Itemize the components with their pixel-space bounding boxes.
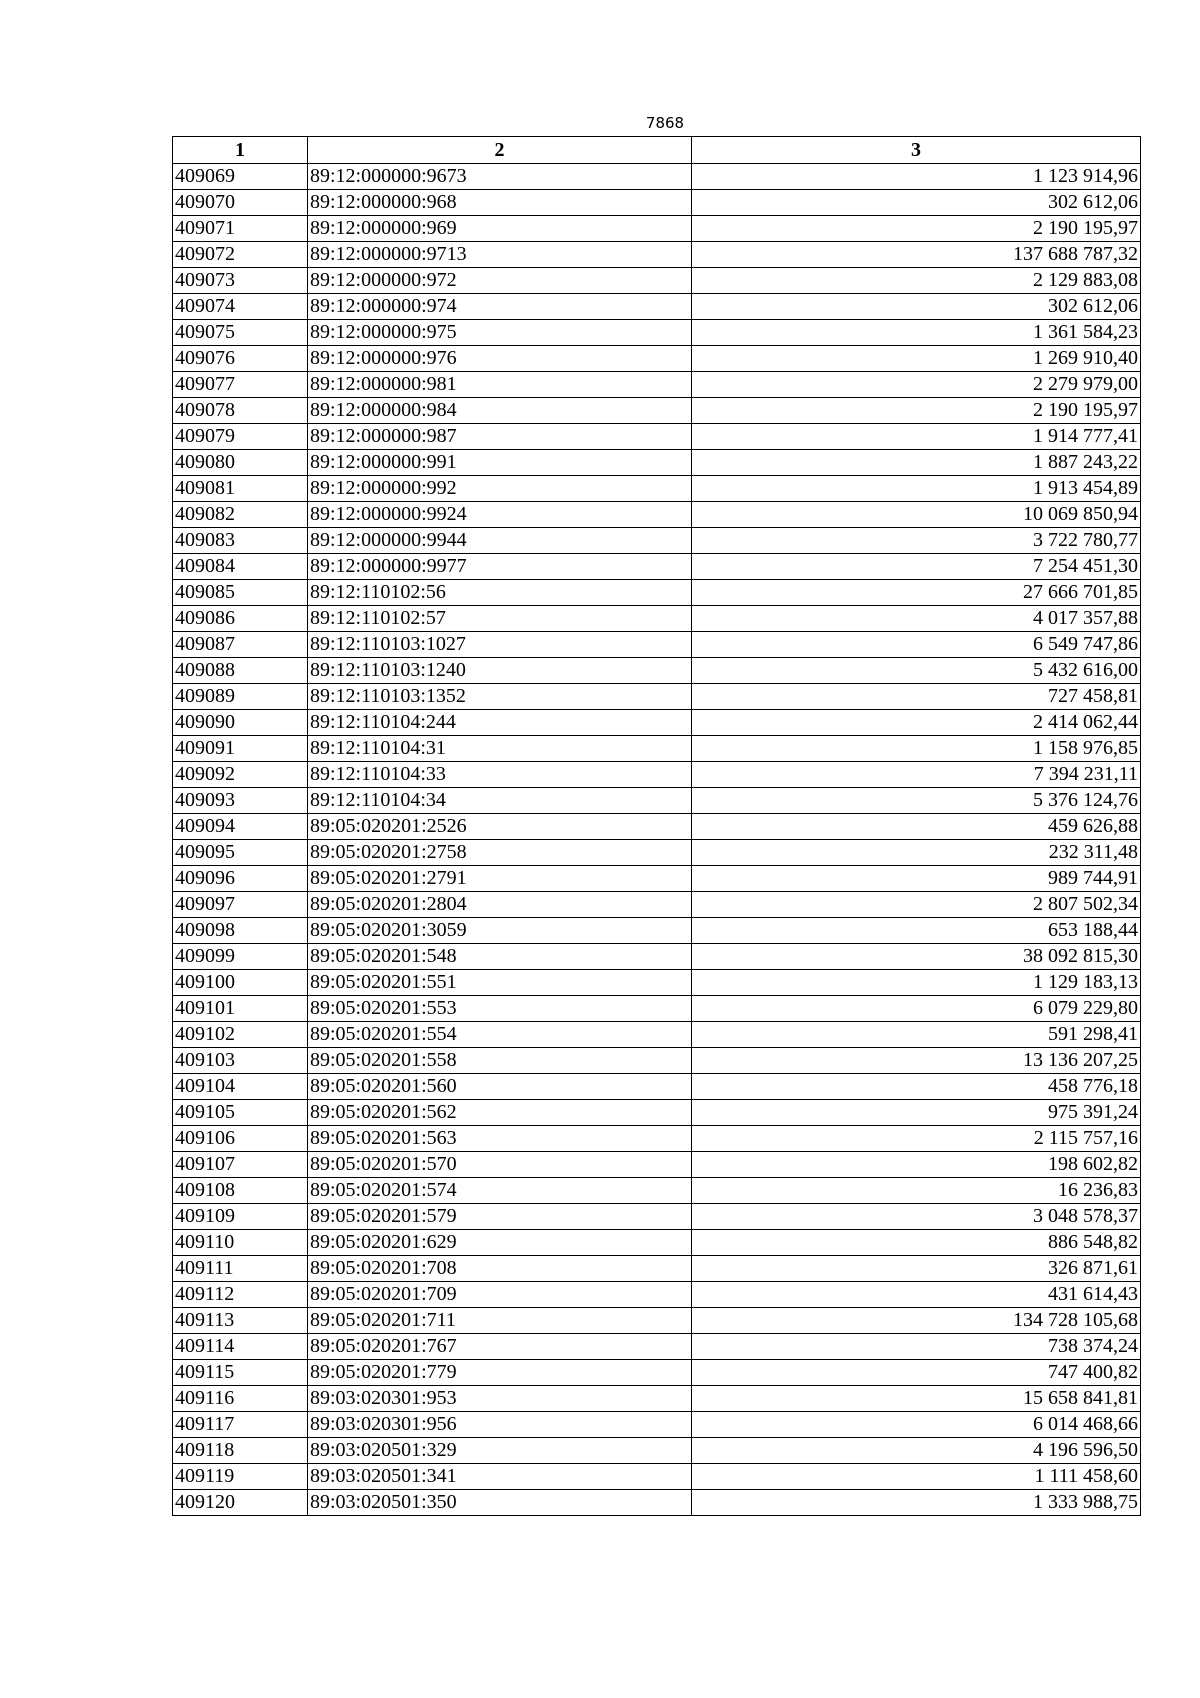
table-body xyxy=(173,164,1141,1516)
table-row xyxy=(173,996,1141,1022)
table-row xyxy=(173,346,1141,372)
cadastral-value-cell: 7 254 451,30 xyxy=(692,554,1141,580)
row-number-cell: 409083 xyxy=(173,528,308,554)
cadastral-value-cell: 653 188,44 xyxy=(692,918,1141,944)
cadastral-value-cell: 134 728 105,68 xyxy=(692,1308,1141,1334)
table-row xyxy=(173,606,1141,632)
cadastral-value-cell: 3 722 780,77 xyxy=(692,528,1141,554)
table-row xyxy=(173,1152,1141,1178)
table-row xyxy=(173,710,1141,736)
table-row xyxy=(173,242,1141,268)
page-number: 7868 xyxy=(645,114,685,132)
row-number-cell: 409095 xyxy=(173,840,308,866)
cadastral-number-cell: 89:05:020201:579 xyxy=(308,1204,692,1230)
table-row xyxy=(173,1308,1141,1334)
cadastral-value-cell: 232 311,48 xyxy=(692,840,1141,866)
cadastral-value-cell: 1 123 914,96 xyxy=(692,164,1141,190)
cadastral-number-cell: 89:12:110102:56 xyxy=(308,580,692,606)
row-number-cell: 409078 xyxy=(173,398,308,424)
table-row xyxy=(173,1490,1141,1516)
cadastral-value-cell: 431 614,43 xyxy=(692,1282,1141,1308)
row-number-cell: 409090 xyxy=(173,710,308,736)
cadastral-number-cell: 89:12:000000:969 xyxy=(308,216,692,242)
cadastral-number-cell: 89:05:020201:554 xyxy=(308,1022,692,1048)
column-header-2: 2 xyxy=(308,137,692,164)
cadastral-number-cell: 89:05:020201:2526 xyxy=(308,814,692,840)
cadastral-value-cell: 2 279 979,00 xyxy=(692,372,1141,398)
table-row xyxy=(173,1074,1141,1100)
cadastral-value-cell: 459 626,88 xyxy=(692,814,1141,840)
cadastral-number-cell: 89:12:000000:984 xyxy=(308,398,692,424)
cadastral-number-cell: 89:12:000000:987 xyxy=(308,424,692,450)
row-number-cell: 409116 xyxy=(173,1386,308,1412)
row-number-cell: 409086 xyxy=(173,606,308,632)
cadastral-value-cell: 10 069 850,94 xyxy=(692,502,1141,528)
row-number-cell: 409073 xyxy=(173,268,308,294)
table-row xyxy=(173,1126,1141,1152)
cadastral-value-cell: 5 432 616,00 xyxy=(692,658,1141,684)
row-number-cell: 409113 xyxy=(173,1308,308,1334)
cadastral-number-cell: 89:03:020501:329 xyxy=(308,1438,692,1464)
table-row xyxy=(173,554,1141,580)
table-row xyxy=(173,164,1141,190)
row-number-cell: 409102 xyxy=(173,1022,308,1048)
cadastral-number-cell: 89:05:020201:708 xyxy=(308,1256,692,1282)
row-number-cell: 409110 xyxy=(173,1230,308,1256)
table-row xyxy=(173,1438,1141,1464)
column-header-1: 1 xyxy=(173,137,308,164)
cadastral-value-cell: 1 333 988,75 xyxy=(692,1490,1141,1516)
cadastral-value-cell: 1 111 458,60 xyxy=(692,1464,1141,1490)
table-row xyxy=(173,398,1141,424)
table-row xyxy=(173,658,1141,684)
cadastral-value-cell: 7 394 231,11 xyxy=(692,762,1141,788)
table-row xyxy=(173,762,1141,788)
cadastral-value-cell: 1 129 183,13 xyxy=(692,970,1141,996)
cadastral-number-cell: 89:12:000000:9977 xyxy=(308,554,692,580)
row-number-cell: 409093 xyxy=(173,788,308,814)
cadastral-number-cell: 89:12:000000:9944 xyxy=(308,528,692,554)
cadastral-number-cell: 89:05:020201:558 xyxy=(308,1048,692,1074)
cadastral-number-cell: 89:03:020501:350 xyxy=(308,1490,692,1516)
cadastral-number-cell: 89:03:020301:953 xyxy=(308,1386,692,1412)
table-row xyxy=(173,814,1141,840)
row-number-cell: 409103 xyxy=(173,1048,308,1074)
cadastral-number-cell: 89:05:020201:562 xyxy=(308,1100,692,1126)
row-number-cell: 409085 xyxy=(173,580,308,606)
cadastral-number-cell: 89:12:000000:9924 xyxy=(308,502,692,528)
cadastral-number-cell: 89:05:020201:548 xyxy=(308,944,692,970)
table-row xyxy=(173,450,1141,476)
cadastral-number-cell: 89:05:020201:563 xyxy=(308,1126,692,1152)
row-number-cell: 409097 xyxy=(173,892,308,918)
cadastral-value-cell: 6 549 747,86 xyxy=(692,632,1141,658)
table-row xyxy=(173,632,1141,658)
cadastral-number-cell: 89:12:110103:1240 xyxy=(308,658,692,684)
cadastral-value-cell: 302 612,06 xyxy=(692,294,1141,320)
cadastral-value-cell: 1 158 976,85 xyxy=(692,736,1141,762)
table-row xyxy=(173,1178,1141,1204)
cadastral-value-table xyxy=(172,136,1141,1516)
table-row xyxy=(173,528,1141,554)
cadastral-value-cell: 1 269 910,40 xyxy=(692,346,1141,372)
cadastral-number-cell: 89:05:020201:629 xyxy=(308,1230,692,1256)
table-row xyxy=(173,1204,1141,1230)
cadastral-number-cell: 89:12:110103:1027 xyxy=(308,632,692,658)
cadastral-value-cell: 2 190 195,97 xyxy=(692,398,1141,424)
row-number-cell: 409115 xyxy=(173,1360,308,1386)
row-number-cell: 409105 xyxy=(173,1100,308,1126)
cadastral-number-cell: 89:05:020201:553 xyxy=(308,996,692,1022)
row-number-cell: 409108 xyxy=(173,1178,308,1204)
table-row xyxy=(173,970,1141,996)
cadastral-number-cell: 89:12:110104:31 xyxy=(308,736,692,762)
row-number-cell: 409099 xyxy=(173,944,308,970)
table-row xyxy=(173,1386,1141,1412)
cadastral-number-cell: 89:03:020501:341 xyxy=(308,1464,692,1490)
cadastral-number-cell: 89:05:020201:574 xyxy=(308,1178,692,1204)
cadastral-value-cell: 2 115 757,16 xyxy=(692,1126,1141,1152)
row-number-cell: 409107 xyxy=(173,1152,308,1178)
row-number-cell: 409075 xyxy=(173,320,308,346)
cadastral-value-cell: 3 048 578,37 xyxy=(692,1204,1141,1230)
row-number-cell: 409091 xyxy=(173,736,308,762)
cadastral-number-cell: 89:12:000000:992 xyxy=(308,476,692,502)
table-header-row xyxy=(173,137,1141,164)
row-number-cell: 409089 xyxy=(173,684,308,710)
cadastral-value-cell: 6 079 229,80 xyxy=(692,996,1141,1022)
table-row xyxy=(173,1412,1141,1438)
table-row xyxy=(173,190,1141,216)
table-row xyxy=(173,294,1141,320)
cadastral-value-cell: 738 374,24 xyxy=(692,1334,1141,1360)
row-number-cell: 409111 xyxy=(173,1256,308,1282)
cadastral-value-cell: 4 017 357,88 xyxy=(692,606,1141,632)
cadastral-value-cell: 137 688 787,32 xyxy=(692,242,1141,268)
row-number-cell: 409101 xyxy=(173,996,308,1022)
table-row xyxy=(173,320,1141,346)
table-row xyxy=(173,502,1141,528)
table-row xyxy=(173,216,1141,242)
cadastral-value-cell: 591 298,41 xyxy=(692,1022,1141,1048)
table-row xyxy=(173,1464,1141,1490)
row-number-cell: 409084 xyxy=(173,554,308,580)
cadastral-value-cell: 747 400,82 xyxy=(692,1360,1141,1386)
cadastral-number-cell: 89:12:000000:974 xyxy=(308,294,692,320)
cadastral-number-cell: 89:05:020201:3059 xyxy=(308,918,692,944)
table-row xyxy=(173,1230,1141,1256)
cadastral-value-cell: 198 602,82 xyxy=(692,1152,1141,1178)
cadastral-number-cell: 89:12:110104:34 xyxy=(308,788,692,814)
row-number-cell: 409088 xyxy=(173,658,308,684)
row-number-cell: 409120 xyxy=(173,1490,308,1516)
cadastral-number-cell: 89:12:110104:244 xyxy=(308,710,692,736)
cadastral-number-cell: 89:05:020201:570 xyxy=(308,1152,692,1178)
cadastral-number-cell: 89:03:020301:956 xyxy=(308,1412,692,1438)
table-row xyxy=(173,372,1141,398)
table-row xyxy=(173,580,1141,606)
cadastral-value-cell: 2 129 883,08 xyxy=(692,268,1141,294)
row-number-cell: 409087 xyxy=(173,632,308,658)
cadastral-value-cell: 2 807 502,34 xyxy=(692,892,1141,918)
cadastral-number-cell: 89:12:000000:976 xyxy=(308,346,692,372)
table-row xyxy=(173,892,1141,918)
cadastral-number-cell: 89:05:020201:2804 xyxy=(308,892,692,918)
cadastral-value-cell: 1 887 243,22 xyxy=(692,450,1141,476)
cadastral-number-cell: 89:12:000000:9673 xyxy=(308,164,692,190)
table-row xyxy=(173,1256,1141,1282)
cadastral-number-cell: 89:12:000000:972 xyxy=(308,268,692,294)
row-number-cell: 409119 xyxy=(173,1464,308,1490)
table-row xyxy=(173,788,1141,814)
table-row xyxy=(173,476,1141,502)
row-number-cell: 409081 xyxy=(173,476,308,502)
row-number-cell: 409074 xyxy=(173,294,308,320)
row-number-cell: 409104 xyxy=(173,1074,308,1100)
row-number-cell: 409114 xyxy=(173,1334,308,1360)
cadastral-value-cell: 886 548,82 xyxy=(692,1230,1141,1256)
row-number-cell: 409117 xyxy=(173,1412,308,1438)
row-number-cell: 409098 xyxy=(173,918,308,944)
cadastral-value-cell: 2 414 062,44 xyxy=(692,710,1141,736)
row-number-cell: 409118 xyxy=(173,1438,308,1464)
row-number-cell: 409072 xyxy=(173,242,308,268)
cadastral-value-cell: 6 014 468,66 xyxy=(692,1412,1141,1438)
cadastral-value-cell: 15 658 841,81 xyxy=(692,1386,1141,1412)
cadastral-value-cell: 302 612,06 xyxy=(692,190,1141,216)
cadastral-value-cell: 458 776,18 xyxy=(692,1074,1141,1100)
row-number-cell: 409082 xyxy=(173,502,308,528)
cadastral-value-cell: 4 196 596,50 xyxy=(692,1438,1141,1464)
row-number-cell: 409076 xyxy=(173,346,308,372)
row-number-cell: 409080 xyxy=(173,450,308,476)
cadastral-number-cell: 89:05:020201:767 xyxy=(308,1334,692,1360)
cadastral-number-cell: 89:12:110104:33 xyxy=(308,762,692,788)
cadastral-value-cell: 38 092 815,30 xyxy=(692,944,1141,970)
cadastral-value-cell: 2 190 195,97 xyxy=(692,216,1141,242)
cadastral-number-cell: 89:05:020201:711 xyxy=(308,1308,692,1334)
cadastral-value-cell: 27 666 701,85 xyxy=(692,580,1141,606)
column-header-3: 3 xyxy=(692,137,1141,164)
cadastral-value-cell: 989 744,91 xyxy=(692,866,1141,892)
cadastral-number-cell: 89:05:020201:2791 xyxy=(308,866,692,892)
table-row xyxy=(173,1100,1141,1126)
row-number-cell: 409096 xyxy=(173,866,308,892)
cadastral-number-cell: 89:12:000000:991 xyxy=(308,450,692,476)
cadastral-value-cell: 1 913 454,89 xyxy=(692,476,1141,502)
row-number-cell: 409070 xyxy=(173,190,308,216)
table-row xyxy=(173,424,1141,450)
table-row xyxy=(173,866,1141,892)
table-row xyxy=(173,1022,1141,1048)
cadastral-number-cell: 89:05:020201:551 xyxy=(308,970,692,996)
table-row xyxy=(173,1360,1141,1386)
row-number-cell: 409094 xyxy=(173,814,308,840)
cadastral-number-cell: 89:05:020201:709 xyxy=(308,1282,692,1308)
cadastral-number-cell: 89:12:000000:981 xyxy=(308,372,692,398)
cadastral-value-cell: 326 871,61 xyxy=(692,1256,1141,1282)
cadastral-value-cell: 975 391,24 xyxy=(692,1100,1141,1126)
table-row xyxy=(173,684,1141,710)
table-row xyxy=(173,736,1141,762)
cadastral-number-cell: 89:05:020201:779 xyxy=(308,1360,692,1386)
row-number-cell: 409112 xyxy=(173,1282,308,1308)
cadastral-number-cell: 89:12:110103:1352 xyxy=(308,684,692,710)
cadastral-value-cell: 16 236,83 xyxy=(692,1178,1141,1204)
cadastral-value-cell: 727 458,81 xyxy=(692,684,1141,710)
cadastral-value-cell: 5 376 124,76 xyxy=(692,788,1141,814)
cadastral-number-cell: 89:12:000000:9713 xyxy=(308,242,692,268)
cadastral-number-cell: 89:05:020201:2758 xyxy=(308,840,692,866)
row-number-cell: 409071 xyxy=(173,216,308,242)
row-number-cell: 409092 xyxy=(173,762,308,788)
cadastral-value-cell: 13 136 207,25 xyxy=(692,1048,1141,1074)
cadastral-number-cell: 89:12:000000:975 xyxy=(308,320,692,346)
row-number-cell: 409106 xyxy=(173,1126,308,1152)
row-number-cell: 409077 xyxy=(173,372,308,398)
cadastral-value-cell: 1 361 584,23 xyxy=(692,320,1141,346)
row-number-cell: 409079 xyxy=(173,424,308,450)
table-row xyxy=(173,918,1141,944)
cadastral-value-cell: 1 914 777,41 xyxy=(692,424,1141,450)
row-number-cell: 409109 xyxy=(173,1204,308,1230)
table-row xyxy=(173,944,1141,970)
table-row xyxy=(173,1048,1141,1074)
table-row xyxy=(173,1282,1141,1308)
cadastral-number-cell: 89:12:000000:968 xyxy=(308,190,692,216)
cadastral-number-cell: 89:12:110102:57 xyxy=(308,606,692,632)
row-number-cell: 409100 xyxy=(173,970,308,996)
table-row xyxy=(173,1334,1141,1360)
row-number-cell: 409069 xyxy=(173,164,308,190)
table-row xyxy=(173,268,1141,294)
table-row xyxy=(173,840,1141,866)
cadastral-number-cell: 89:05:020201:560 xyxy=(308,1074,692,1100)
